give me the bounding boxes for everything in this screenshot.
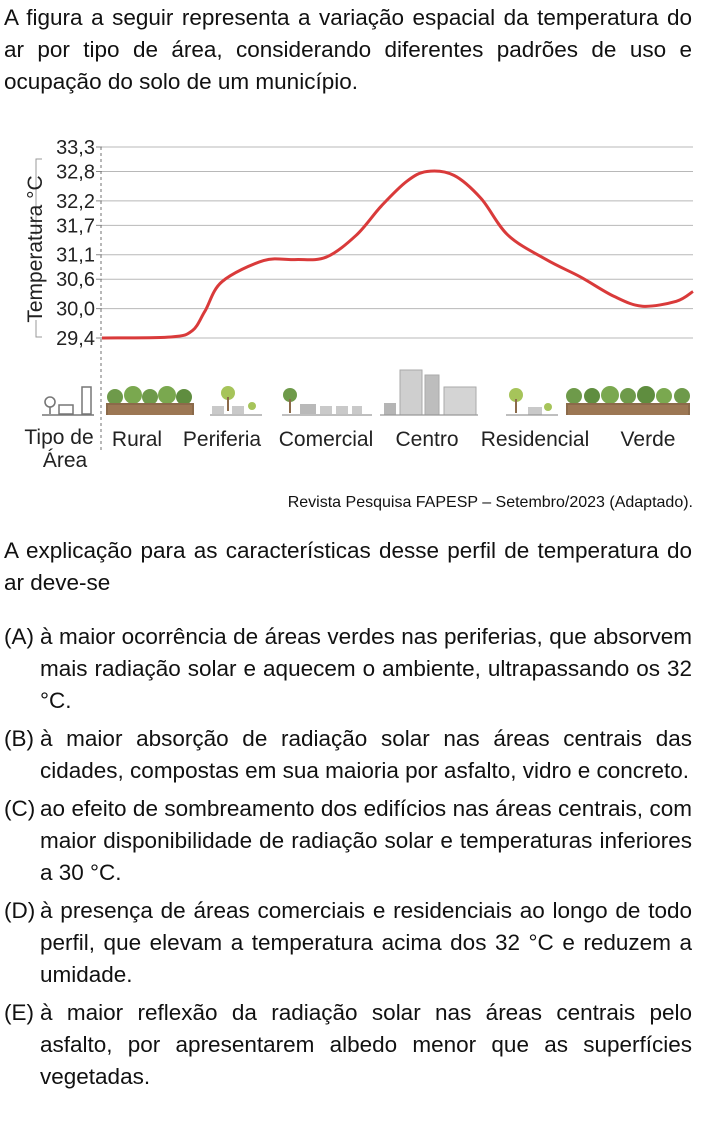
category-label-rural: Rural xyxy=(111,428,163,451)
verde-trees xyxy=(566,386,690,415)
option-text: à maior reflexão da radiação solar nas áreas centrais pelo asfalto, por apresentarem albedo menor que as superfícies vegetadas. xyxy=(40,1000,692,1089)
rural-trees xyxy=(106,386,194,415)
question-stem: A explicação para as características desse perfil de temperatura do ar deve-se xyxy=(4,538,692,595)
intro-paragraph: A figura a seguir representa a variação espacial da temperatura do ar por tipo de área, considerando diferentes padrões de uso e ocupação do solo de um município. xyxy=(4,5,692,94)
x-axis-label-top: Tipo de xyxy=(24,426,94,449)
temperature-chart xyxy=(0,125,709,485)
y-tick-label: 29,4 xyxy=(56,328,95,350)
option-b[interactable] xyxy=(4,723,692,787)
category-label-verde: Verde xyxy=(620,428,676,451)
option-a[interactable] xyxy=(4,621,692,717)
option-letter: (C) xyxy=(4,796,36,821)
option-letter: (D) xyxy=(4,898,36,923)
chart-gridlines xyxy=(96,147,693,338)
y-tick-label: 32,2 xyxy=(56,190,95,213)
y-tick-label: 31,1 xyxy=(56,244,95,267)
option-text: à maior ocorrência de áreas verdes nas periferias, que absorvem mais radiação solar e aquecem o ambiente, ultrapassando os 32 °C. xyxy=(40,624,692,713)
figure-source: Revista Pesquisa FAPESP – Setembro/2023 (Adaptado). xyxy=(287,494,693,511)
centro-buildings xyxy=(380,370,478,415)
category-label-centro: Centro xyxy=(395,428,459,451)
option-e[interactable] xyxy=(4,997,692,1093)
category-label-periferia: Periferia xyxy=(182,428,262,451)
option-c[interactable] xyxy=(4,793,692,889)
y-axis-label: Temperatura °C xyxy=(24,175,47,323)
x-axis-label-bottom: Área xyxy=(42,449,88,472)
option-text: ao efeito de sombreamento dos edifícios nas áreas centrais, com maior disponibilidade de radiação solar e temperaturas inferiores a 30 °C. xyxy=(40,796,692,885)
answer-options xyxy=(4,621,692,1099)
y-tick-label: 33,3 xyxy=(56,137,95,159)
option-d[interactable] xyxy=(4,895,692,991)
comercial-illustration xyxy=(282,388,372,415)
y-tick-label: 30,6 xyxy=(56,269,95,292)
option-letter: (B) xyxy=(4,726,34,751)
option-letter: (A) xyxy=(4,624,34,649)
category-label-residencial: Residencial xyxy=(480,428,590,451)
y-tick-label: 31,7 xyxy=(56,215,95,238)
residencial-illustration xyxy=(506,388,558,415)
option-text: à maior absorção de radiação solar nas áreas centrais das cidades, compostas em sua maioria por asfalto, vidro e concreto. xyxy=(40,726,692,783)
option-letter: (E) xyxy=(4,1000,34,1025)
y-tick-label: 30,0 xyxy=(56,298,95,321)
option-text: à presença de áreas comerciais e residenciais ao longo de todo perfil, que elevam a temperatura acima dos 32 °C e reduzem a umidade. xyxy=(40,898,692,987)
y-tick-labels xyxy=(56,137,95,350)
periferia-illustration xyxy=(210,386,262,415)
area-type-icon xyxy=(42,387,94,415)
land-use-illustration xyxy=(42,370,690,415)
y-tick-label: 32,8 xyxy=(56,161,95,184)
category-label-comercial: Comercial xyxy=(278,428,374,451)
category-labels xyxy=(112,428,676,451)
